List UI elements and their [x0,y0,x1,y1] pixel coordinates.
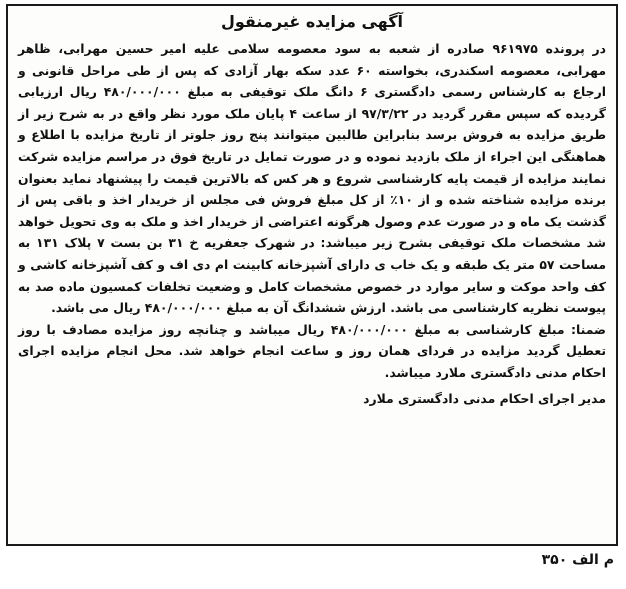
notice-code: م الف ۳۵۰ [541,552,614,568]
notice-body: در پرونده ۹۶۱۹۷۵ صادره از شعبه به سود معصومه سلامی علیه امیر حسین مهرابی، ظاهر مهرابی، معصومه اسکندری، بخواسته ۶۰ عدد سکه بهار آزادی که پس از طی مراحل قانونی و ارجاع به کارشناس رسمی دادگستری ۶ دانگ ملک توقیفی به مبلغ ۴۸۰/۰۰۰/۰۰۰ ریال ارزیابی گردیده که سپس مقرر گردید در ۹۷/۳/۲۲ از ساعت ۴ پایان ملک مورد نظر واقع در به شرح زیر از طریق مزایده به فروش برسد بنابراین طالبین میتوانند پنج روز جلوتر از تاریخ مزایده با اطلاع و هماهنگی این اجراء از ملک بازدید نموده و در صورت تمایل در تاریخ فوق در مراسم مزایده شرکت نمایند مزایده از قیمت پایه کارشناسی شروع و هر کس که بالاترین قیمت را پیشنهاد نماید بعنوان برنده مزایده شناخته شده و از ۱۰٪ از کل مبلغ فروش فی مجلس از خریدار اخذ و باقی پس از گذشت یک ماه و در صورت عدم وصول هرگونه اعتراضی از خریدار اخذ و ملک به وی تحویل خواهد شد مشخصات ملک توقیفی بشرح زیر میباشد: در شهرک جعفریه خ ۳۱ بن بست ۷ پلاک ۱۳۱ به مساحت ۵۷ متر یک طبقه و یک خاب ی دارای آشپزخانه کابینت ام دی اف و کف آشپزخانه کاشی و کف واحد موکت و سایر موارد در خصوص مشخصات کامل و وضعیت تخلفات کمسیون ماده صد به پیوست نظریه کارشناسی می باشد. ارزش ششدانگ آن به مبلغ ۴۸۰/۰۰۰/۰۰۰ ریال می باشد. [18,41,607,316]
notice-box [6,4,618,546]
notice-signature: مدیر اجرای احکام مدنی دادگستری ملارد [363,390,606,406]
notice-title: آگهی مزایده غیرمنقول [221,12,403,31]
notice-footnote: ضمنا: مبلغ کارشناسی به مبلغ ۴۸۰/۰۰۰/۰۰۰ ریال میباشد و چنانچه روز مزایده مصادف با روز تعطیل گردید مزایده در فردای همان روز و ساعت انجام خواهد شد. محل انجام مزایده اجرای احکام مدنی دادگستری ملارد میباشد. [18,321,607,380]
